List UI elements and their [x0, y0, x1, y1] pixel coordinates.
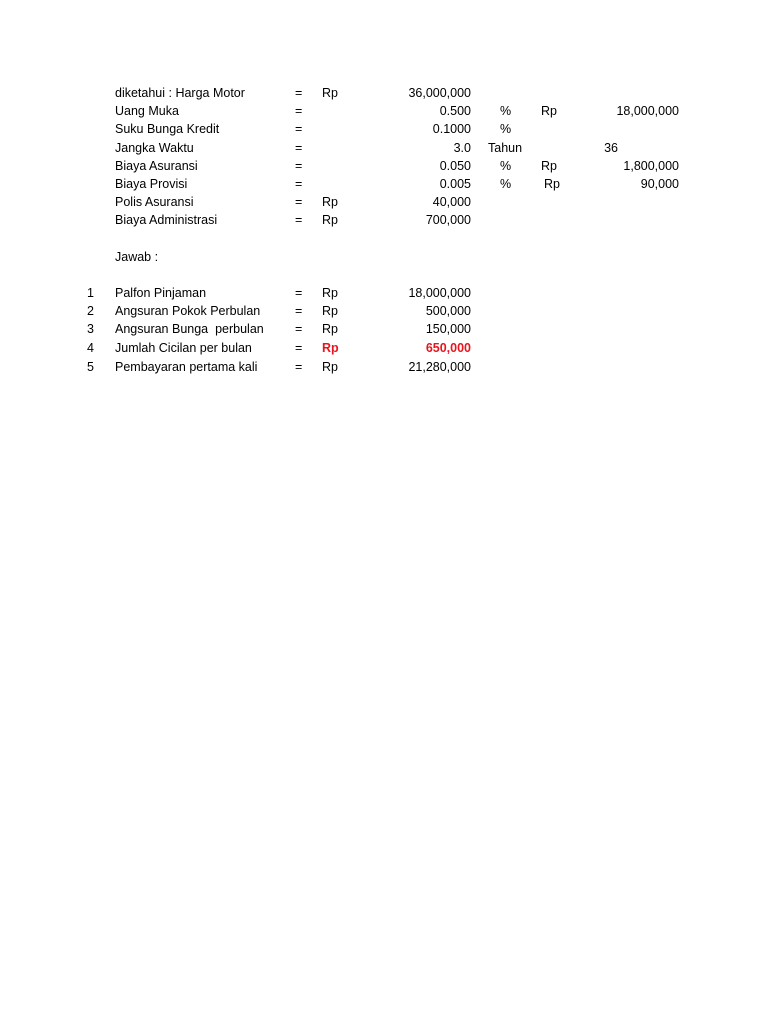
given-row-polis-asuransi	[0, 193, 768, 211]
given-label: Biaya Provisi	[115, 177, 188, 191]
currency-label: Rp	[322, 322, 338, 336]
computed-value: 1,800,000	[623, 159, 679, 173]
row-number: 3	[87, 322, 94, 336]
given-row-biaya-provisi	[0, 175, 768, 193]
answer-value: 21,280,000	[408, 360, 471, 374]
answer-label: Palfon Pinjaman	[115, 286, 207, 300]
answer-row-jumlah-cicilan	[0, 339, 768, 357]
given-row-biaya-asuransi	[0, 157, 768, 175]
computed-value: 90,000	[640, 177, 679, 191]
given-row-suku-bunga	[0, 120, 768, 138]
unit-label: %	[500, 159, 512, 173]
unit-label: Tahun	[488, 141, 523, 155]
given-value: 0.005	[439, 177, 471, 191]
equals-sign: =	[295, 195, 303, 209]
answer-row-angsuran-bunga	[0, 320, 768, 338]
row-number: 2	[87, 304, 94, 318]
given-label: Polis Asuransi	[115, 195, 194, 209]
answer-label: Angsuran Pokok Perbulan	[115, 304, 261, 318]
answer-row-angsuran-pokok	[0, 302, 768, 320]
highlighted-currency-label: Rp	[322, 341, 339, 355]
given-value: 700,000	[425, 213, 471, 227]
computed-value: 36	[604, 141, 618, 155]
currency-label: Rp	[322, 86, 338, 100]
equals-sign: =	[295, 86, 303, 100]
given-label: Biaya Administrasi	[115, 213, 218, 227]
currency-label: Rp	[322, 195, 338, 209]
highlighted-answer-value: 650,000	[425, 341, 471, 355]
given-value: 3.0	[453, 141, 471, 155]
unit-label: %	[500, 177, 512, 191]
currency-label: Rp	[544, 177, 560, 191]
equals-sign: =	[295, 341, 303, 355]
given-value: 36,000,000	[408, 86, 471, 100]
answer-row-palfon	[0, 284, 768, 302]
equals-sign: =	[295, 286, 303, 300]
given-row-harga-motor	[0, 84, 768, 102]
given-value: 0.500	[439, 104, 471, 118]
given-value: 0.1000	[432, 122, 471, 136]
currency-label: Rp	[322, 213, 338, 227]
given-label: Jangka Waktu	[115, 141, 194, 155]
currency-label: Rp	[541, 104, 557, 118]
answer-label: Jumlah Cicilan per bulan	[115, 341, 252, 355]
given-label: diketahui : Harga Motor	[115, 86, 245, 100]
equals-sign: =	[295, 213, 303, 227]
row-number: 5	[87, 360, 94, 374]
given-value: 40,000	[432, 195, 471, 209]
given-value: 0.050	[439, 159, 471, 173]
currency-label: Rp	[322, 286, 338, 300]
row-number: 1	[87, 286, 94, 300]
row-number: 4	[87, 341, 94, 355]
unit-label: %	[500, 104, 512, 118]
given-row-jangka-waktu	[0, 139, 768, 157]
answer-heading: Jawab :	[115, 250, 159, 264]
given-label: Suku Bunga Kredit	[115, 122, 220, 136]
equals-sign: =	[295, 159, 303, 173]
currency-label: Rp	[322, 360, 338, 374]
computed-value: 18,000,000	[616, 104, 679, 118]
equals-sign: =	[295, 104, 303, 118]
answer-value: 500,000	[425, 304, 471, 318]
equals-sign: =	[295, 322, 303, 336]
equals-sign: =	[295, 177, 303, 191]
equals-sign: =	[295, 304, 303, 318]
equals-sign: =	[295, 141, 303, 155]
answer-label: Angsuran Bunga perbulan	[115, 322, 264, 336]
given-label: Uang Muka	[115, 104, 179, 118]
answer-heading-row	[0, 248, 768, 266]
answer-row-pembayaran-pertama	[0, 358, 768, 376]
equals-sign: =	[295, 360, 303, 374]
given-label: Biaya Asuransi	[115, 159, 198, 173]
answer-value: 18,000,000	[408, 286, 471, 300]
currency-label: Rp	[541, 159, 557, 173]
currency-label: Rp	[322, 304, 338, 318]
answer-value: 150,000	[425, 322, 471, 336]
unit-label: %	[500, 122, 512, 136]
given-row-biaya-administrasi	[0, 211, 768, 229]
answer-label: Pembayaran pertama kali	[115, 360, 258, 374]
given-row-uang-muka	[0, 102, 768, 120]
equals-sign: =	[295, 122, 303, 136]
